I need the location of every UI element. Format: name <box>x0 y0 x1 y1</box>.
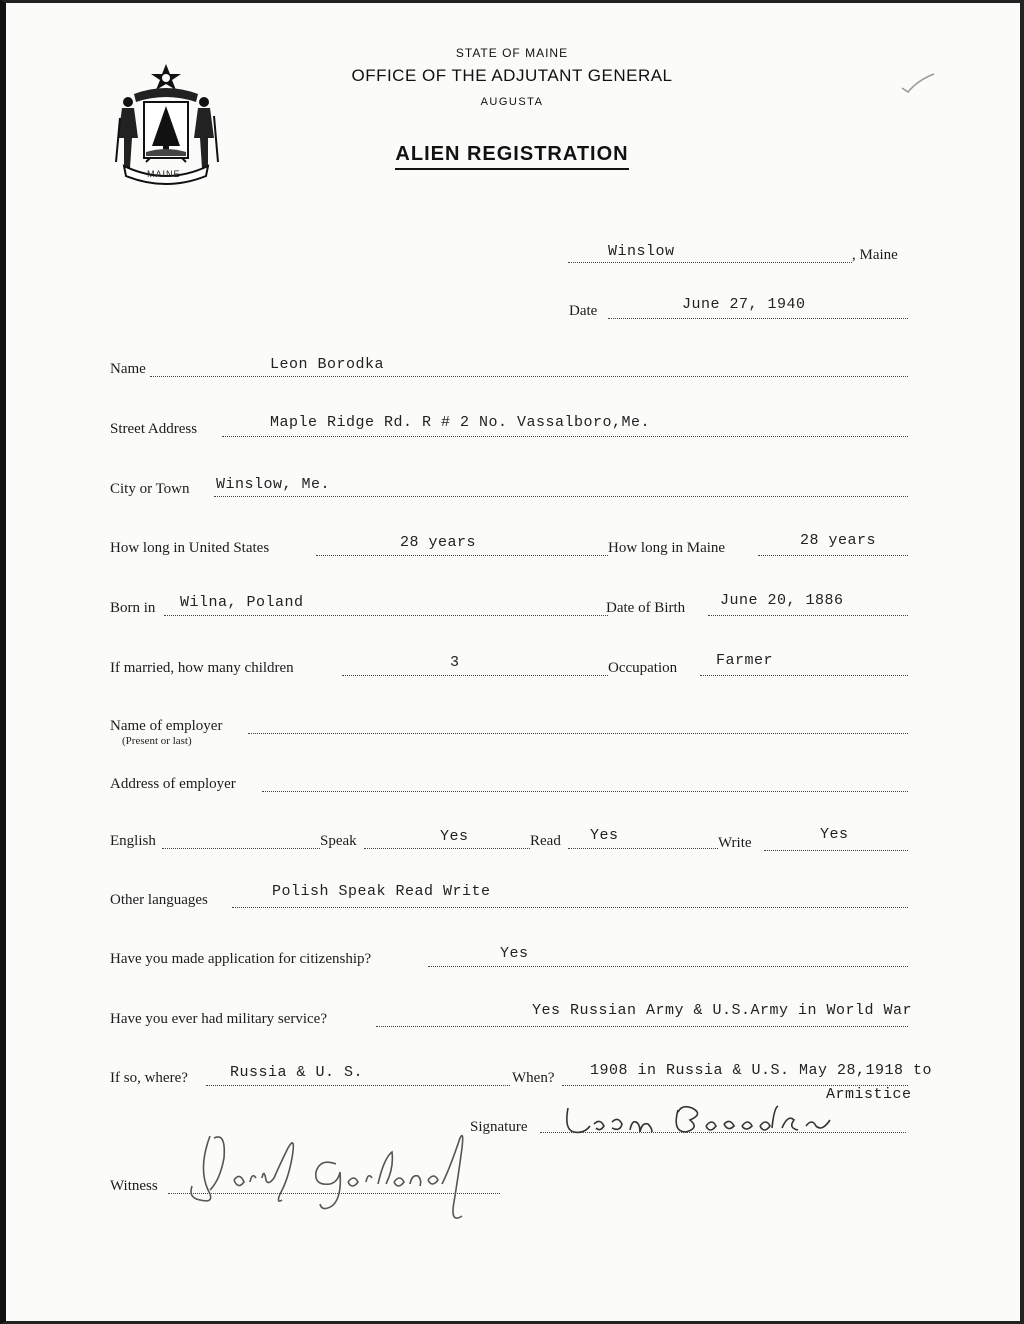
street-label: Street Address <box>110 421 198 437</box>
city-line <box>214 496 908 497</box>
speak-label: Speak <box>320 833 357 849</box>
when-label: When? <box>512 1070 555 1086</box>
citizenship-label: Have you made application for citizenship? <box>110 951 372 967</box>
employer-label: Name of employer <box>110 718 223 734</box>
city-label: City or Town <box>110 481 190 497</box>
street-line <box>222 436 908 437</box>
occupation-label: Occupation <box>608 660 678 676</box>
in-us-label: How long in United States <box>110 540 270 556</box>
where-value: Russia & U. S. <box>230 1064 364 1081</box>
other-lang-label: Other languages <box>110 892 208 908</box>
occupation-value: Farmer <box>716 652 774 669</box>
in-us-value: 28 years <box>400 534 477 551</box>
name-label: Name <box>110 361 146 377</box>
dob-line <box>708 615 908 616</box>
where-label: If so, where? <box>110 1070 188 1086</box>
born-value: Wilna, Poland <box>180 594 304 611</box>
speak-value: Yes <box>440 828 469 845</box>
maine-label: , Maine <box>852 247 898 263</box>
employer-address-label: Address of employer <box>110 776 236 792</box>
dob-label: Date of Birth <box>606 600 686 616</box>
occupation-line <box>700 675 908 676</box>
military-value: Yes Russian Army & U.S.Army in World War <box>532 1002 913 1019</box>
dob-value: June 20, 1886 <box>720 592 844 609</box>
where-line <box>206 1085 510 1086</box>
city-heading: AUGUSTA <box>480 96 544 108</box>
military-line <box>376 1026 908 1027</box>
children-value: 3 <box>450 654 460 671</box>
date-value: June 27, 1940 <box>682 296 806 313</box>
signature-label: Signature <box>470 1119 528 1135</box>
in-us-line <box>316 555 608 556</box>
form-title <box>0 143 1024 166</box>
when-value-continued: Armistice <box>826 1086 912 1103</box>
citizenship-line <box>428 966 908 967</box>
applicant-signature <box>560 1100 840 1140</box>
in-maine-value: 28 years <box>800 532 877 549</box>
name-value: Leon Borodka <box>270 356 385 373</box>
write-line <box>764 850 908 851</box>
employer-address-line <box>262 791 908 792</box>
write-value: Yes <box>820 826 849 843</box>
town-value: Winslow <box>608 243 675 260</box>
children-line <box>342 675 608 676</box>
form-title-text: ALIEN REGISTRATION <box>395 143 628 170</box>
other-lang-value: Polish Speak Read Write <box>272 883 491 900</box>
name-line <box>150 376 908 377</box>
office-heading: OFFICE OF THE ADJUTANT GENERAL <box>351 66 673 85</box>
date-line <box>608 318 908 319</box>
state-heading: STATE OF MAINE <box>455 46 569 60</box>
city-value: Winslow, Me. <box>216 476 331 493</box>
in-maine-label: How long in Maine <box>608 540 726 556</box>
read-line <box>568 848 718 849</box>
street-value: Maple Ridge Rd. R # 2 No. Vassalboro,Me. <box>270 414 651 431</box>
children-label: If married, how many children <box>110 660 294 676</box>
citizenship-value: Yes <box>500 945 529 962</box>
date-label: Date <box>569 303 598 319</box>
read-value: Yes <box>590 827 619 844</box>
witness-signature <box>180 1128 500 1228</box>
seal-banner-text: MAINE <box>147 169 181 179</box>
write-label: Write <box>718 835 752 851</box>
other-lang-line <box>232 907 908 908</box>
in-maine-line <box>758 555 908 556</box>
military-label: Have you ever had military service? <box>110 1011 327 1027</box>
employer-line <box>248 733 908 734</box>
witness-label: Witness <box>110 1178 158 1194</box>
english-label: English <box>110 833 156 849</box>
born-line <box>164 615 608 616</box>
when-value: 1908 in Russia & U.S. May 28,1918 to <box>590 1062 933 1079</box>
employer-note: (Present or last) <box>122 735 192 747</box>
town-line <box>568 262 852 263</box>
born-label: Born in <box>110 600 156 616</box>
speak-line <box>364 848 530 849</box>
read-label: Read <box>530 833 561 849</box>
english-line <box>162 848 320 849</box>
